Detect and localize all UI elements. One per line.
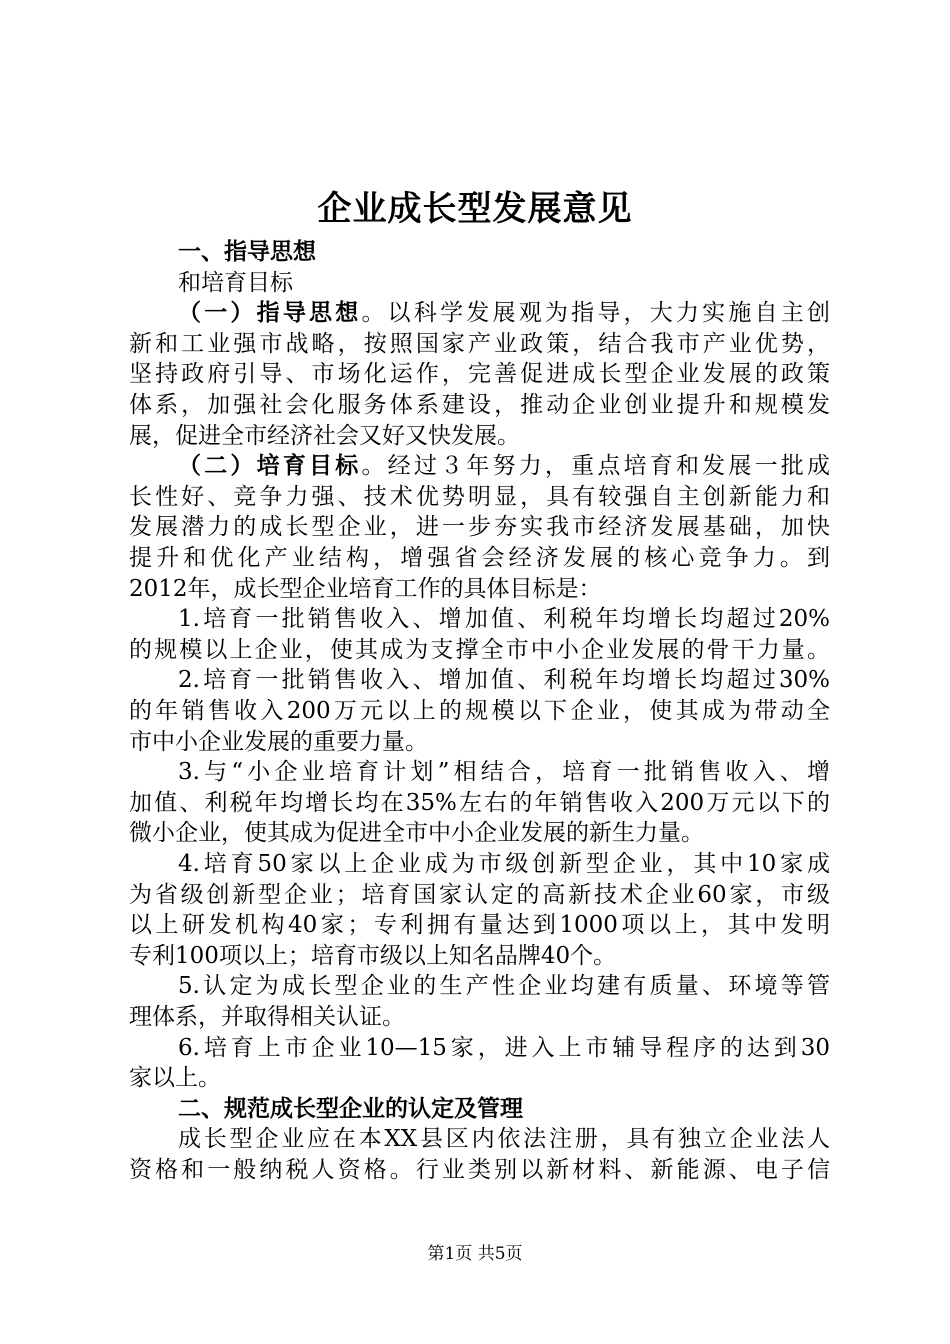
- page-footer: 第1页 共5页: [427, 1244, 523, 1264]
- line-text: 。经过３年努力，重点培育和发展一批成: [361, 453, 831, 480]
- body-line: 的年销售收入200万元以上的规模以下企业，使其成为带动全: [129, 698, 830, 724]
- body-line: 市中小企业发展的重要力量。: [129, 728, 428, 755]
- body-line: 成长型企业应在本XX县区内依法注册，具有独立企业法人: [178, 1126, 830, 1153]
- body-line: 以上研发机构40家；专利拥有量达到1000项以上，其中发明: [129, 912, 830, 939]
- body-line: 坚持政府引导、市场化运作，完善促进成长型企业发展的政策: [129, 361, 830, 388]
- document-title: 企业成长型发展意见: [317, 189, 633, 229]
- body-line: 和培育目标: [178, 269, 293, 296]
- section-lead: （二）培育目标: [178, 453, 362, 480]
- line-text: 。以科学发展观为指导，大力实施自主创: [361, 300, 831, 327]
- body-line: 2012年，成长型企业培育工作的具体目标是：: [129, 575, 602, 602]
- body-line: 体系，加强社会化服务体系建设，推动企业创业提升和规模发: [129, 392, 830, 418]
- body-line: 理体系，并取得相关认证。: [129, 1004, 405, 1030]
- body-line: 新和工业强市战略，按照国家产业政策，结合我市产业优势，: [129, 330, 830, 357]
- body-line: 微小企业，使其成为促进全市中小企业发展的新生力量。: [129, 820, 704, 847]
- body-line: 2.培育一批销售收入、增加值、利税年均增长均超过30%: [178, 667, 830, 694]
- body-line: 4.培育50家以上企业成为市级创新型企业，其中10家成: [178, 851, 830, 877]
- body-line: 长性好、竞争力强、技术优势明显，具有较强自主创新能力和: [129, 483, 830, 510]
- body-line: 1.培育一批销售收入、增加值、利税年均增长均超过20%: [178, 606, 830, 633]
- body-line: 加值、利税年均增长均在35%左右的年销售收入200万元以下的: [129, 789, 830, 816]
- section-lead: （一）指导思想: [178, 300, 362, 327]
- body-line: 一、指导思想: [178, 239, 316, 265]
- body-line: 为省级创新型企业；培育国家认定的高新技术企业60家，市级: [129, 881, 830, 908]
- body-line: 提升和优化产业结构，增强省会经济发展的核心竞争力。到: [129, 545, 830, 571]
- body-line: 二、规范成长型企业的认定及管理: [178, 1095, 523, 1122]
- body-line: 6.培育上市企业10—15家，进入上市辅导程序的达到30: [178, 1034, 830, 1061]
- body-line: 3.与“小企业培育计划”相结合，培育一批销售收入、增: [178, 759, 830, 786]
- body-line: 专利100项以上；培育市级以上知名品牌40个。: [129, 942, 617, 969]
- body-line: 家以上。: [129, 1065, 221, 1092]
- body-line: 发展潜力的成长型企业，进一步夯实我市经济发展基础，加快: [129, 514, 830, 541]
- body-line: 5.认定为成长型企业的生产性企业均建有质量、环境等管: [178, 973, 830, 1000]
- body-line: [178, 297, 830, 329]
- body-line: 资格和一般纳税人资格。行业类别以新材料、新能源、电子信: [129, 1157, 830, 1183]
- body-line: [178, 450, 830, 482]
- body-line: 的规模以上企业，使其成为支撑全市中小企业发展的骨干力量。: [129, 636, 830, 663]
- body-line: 展，促进全市经济社会又好又快发展。: [129, 422, 520, 449]
